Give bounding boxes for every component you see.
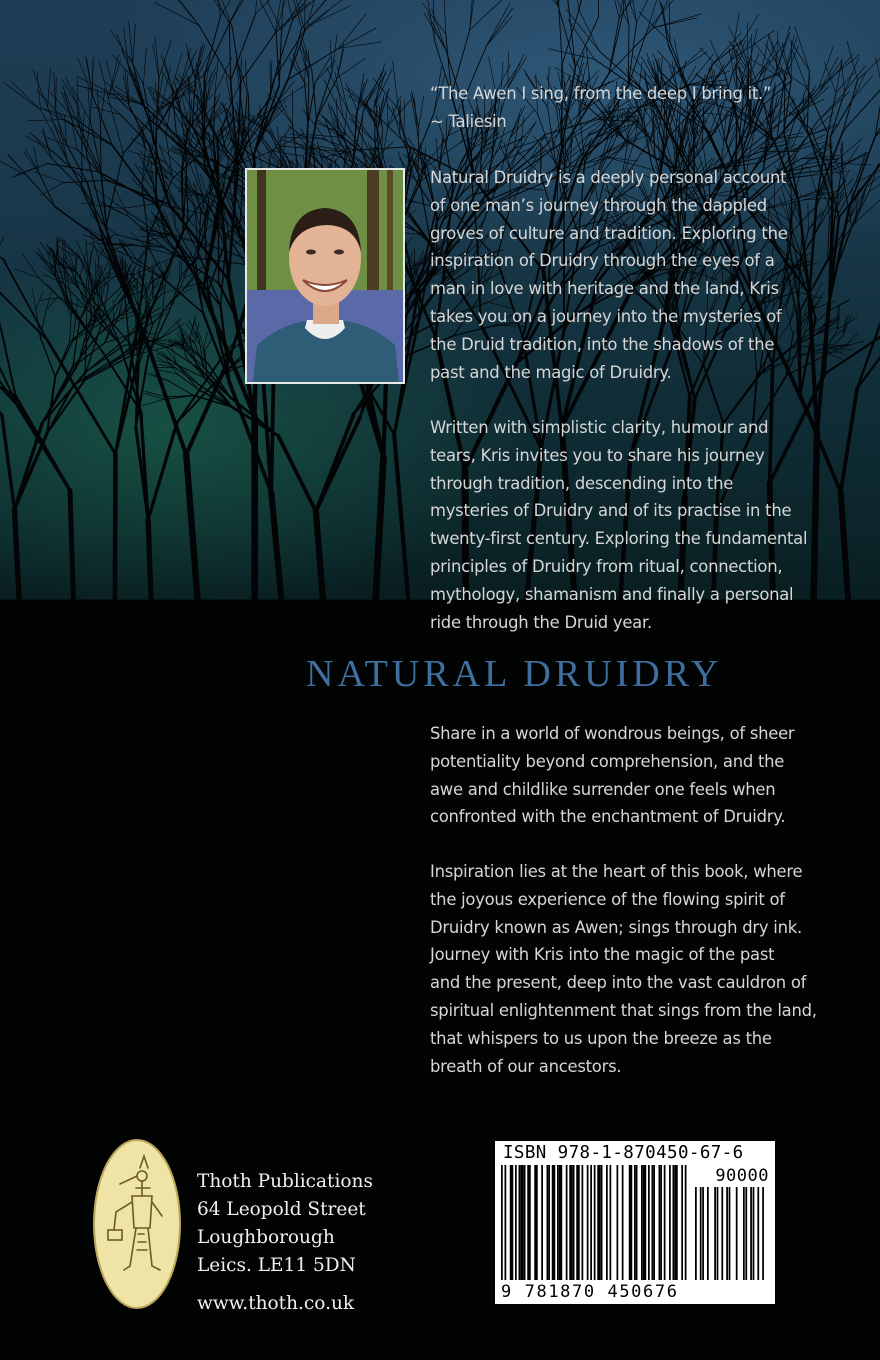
text-line: through tradition, descending into the (430, 473, 734, 493)
author-photo (245, 168, 405, 384)
publisher-name: Thoth Publications (197, 1171, 373, 1192)
blurb-paragraph-3 (430, 720, 795, 831)
text-line: mythology, shamanism and finally a personal (430, 584, 794, 604)
text-line: Written with simplistic clarity, humour and (430, 418, 769, 437)
barcode-bars (495, 1141, 775, 1304)
text-line: Druidry known as Awen; sings through dry ink. (430, 917, 802, 937)
text-line: and the present, deep into the vast cauldron of (430, 973, 807, 993)
text-line: Journey with Kris into the magic of the past (430, 945, 775, 965)
text-line: tears, Kris invites you to share his journey (430, 445, 765, 465)
text-line: ride through the Druid year. (430, 612, 652, 632)
text-line: Inspiration lies at the heart of this book, where (430, 862, 803, 881)
text-line: the joyous experience of the flowing spirit of (430, 889, 785, 909)
quote-attribution: ~ Taliesin (430, 111, 507, 131)
publisher-county: Leics. LE11 5DN (197, 1255, 356, 1276)
text-line: inspiration of Druidry through the eyes of a (430, 251, 775, 271)
text-line: groves of culture and tradition. Exploring the (430, 223, 788, 243)
text-line: the Druid tradition, into the shadows of the (430, 334, 775, 354)
text-line: potentiality beyond comprehension, and the (430, 751, 785, 771)
text-line: breath of our ancestors. (430, 1056, 622, 1076)
text-line: takes you on a journey into the mysteries of (430, 306, 782, 326)
thoth-ibis-god-icon (92, 1138, 182, 1310)
text-line: awe and childlike surrender one feels when (430, 779, 776, 799)
book-title: NATURAL DRUIDRY (306, 653, 723, 695)
text-line: confronted with the enchantment of Druidry. (430, 807, 786, 827)
text-line: mysteries of Druidry and of its practise in the (430, 501, 792, 521)
text-line: past and the magic of Druidry. (430, 362, 672, 382)
blurb-paragraph-4 (430, 858, 817, 1080)
price-code: 90000 (715, 1166, 769, 1186)
text-line: Share in a world of wondrous beings, of sheer (430, 724, 795, 743)
publisher-url: www.thoth.co.uk (197, 1293, 355, 1314)
quote-text: “The Awen I sing, from the deep I bring it.” (430, 84, 772, 103)
ean-digits: 9 781870 450676 (501, 1282, 679, 1302)
text-line: spiritual enlightenment that sings from the land, (430, 1000, 817, 1020)
blurb-paragraph-1 (430, 164, 788, 386)
text-line: Natural Druidry is a deeply personal account (430, 168, 787, 187)
text-line: man in love with heritage and the land, Kris (430, 279, 779, 299)
publisher-address (197, 1168, 373, 1318)
text-line: that whispers to us upon the breeze as the (430, 1028, 772, 1048)
isbn-text: ISBN 978-1-870450-67-6 (503, 1143, 744, 1163)
text-line: twenty-first century. Exploring the fundamental (430, 529, 808, 549)
isbn-barcode (495, 1141, 775, 1304)
text-line: of one man’s journey through the dappled (430, 195, 767, 215)
text-line: principles of Druidry from ritual, connection, (430, 556, 783, 576)
epigraph-quote (430, 80, 780, 136)
publisher-street: 64 Leopold Street (197, 1199, 366, 1220)
publisher-town: Loughborough (197, 1227, 335, 1248)
blurb-paragraph-2 (430, 414, 808, 636)
